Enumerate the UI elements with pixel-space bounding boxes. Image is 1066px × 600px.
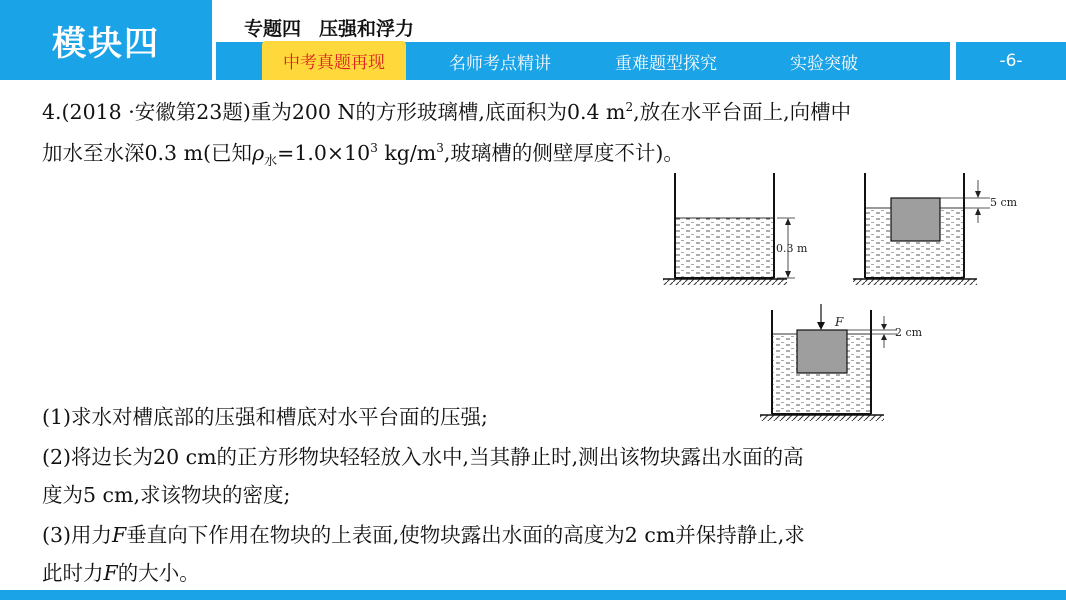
- question-2-line-1: (2)将边长为20 cm的正方形物块轻轻放入水中,当其静止时,测出该物块露出水面的高: [42, 445, 804, 469]
- question-3-line-1: (3)用力F垂直向下作用在物块的上表面,使物块露出水面的高度为2 cm并保持静止,求: [42, 523, 805, 547]
- question-2-line-2: 度为5 cm,求该物块的密度;: [42, 483, 291, 507]
- topic-name: 压强和浮力: [319, 18, 415, 40]
- module-title: 模块四: [0, 0, 212, 80]
- tab-teacher-lecture[interactable]: 名师考点精讲: [449, 53, 551, 74]
- topic-title: [244, 14, 432, 41]
- figure-2-tank-with-block: [853, 173, 1018, 285]
- question-3-line-2: 此时力F的大小。: [42, 561, 200, 585]
- figure-3-tank-with-force: [760, 304, 923, 421]
- problem-line-1: 4.(2018 ·安徽第23题)重为200 N的方形玻璃槽,底面积为0.4 $m^2$,放在水平台面上,向槽中: [42, 100, 852, 124]
- bottom-bar: [0, 590, 1066, 600]
- question-1: (1)求水对槽底部的压强和槽底对水平台面的压强;: [42, 405, 488, 429]
- tank-diagrams: [655, 168, 1055, 428]
- exposed-height-label-2: 2 cm: [895, 326, 923, 339]
- topic-number: 专题四: [244, 18, 302, 40]
- exposed-height-label: 5 cm: [990, 196, 1018, 209]
- tab-key-question-types[interactable]: 重难题型探究: [615, 53, 717, 74]
- problem-line-2: 加水至水深0.3 m(已知$\rho_水=1.0\times 10^3$ $kg/m^3$,玻璃槽的侧壁厚度不计)。: [42, 141, 684, 170]
- page-number: -6-: [956, 42, 1066, 80]
- tab-exam-questions[interactable]: 中考真题再现: [262, 41, 406, 80]
- figure-1-tank: [663, 173, 808, 285]
- tab-experiment[interactable]: 实验突破: [790, 53, 858, 74]
- depth-label: 0.3 m: [776, 242, 808, 255]
- force-label: F: [835, 315, 844, 329]
